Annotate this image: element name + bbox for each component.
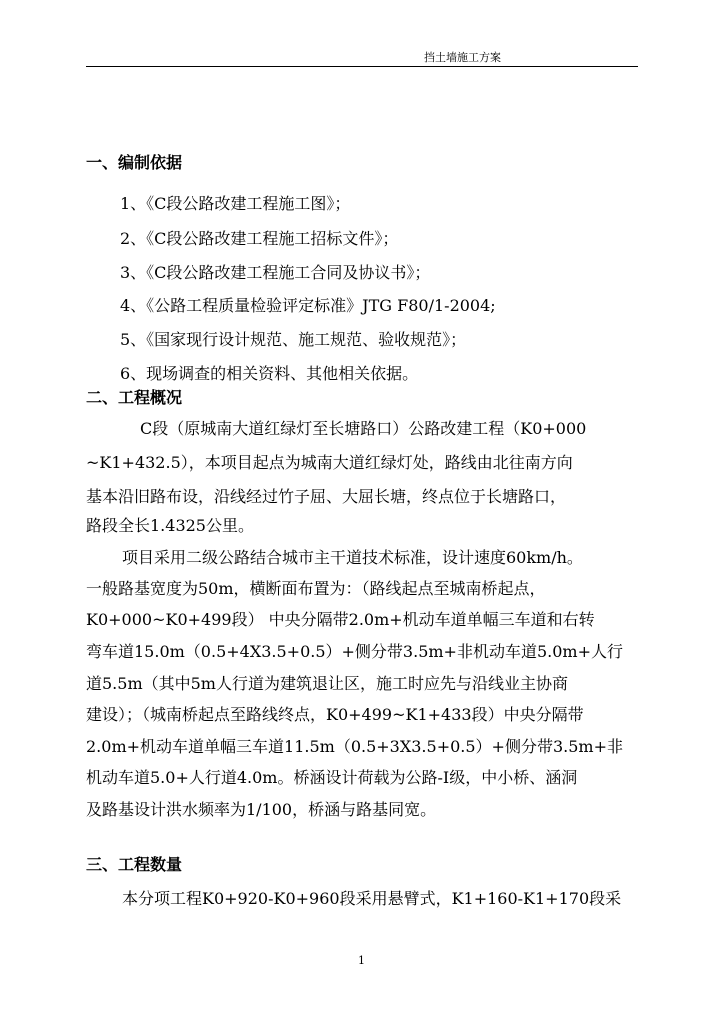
header-title: 挡土墙施工方案: [424, 51, 501, 64]
header-divider: [86, 66, 638, 67]
overview-paragraph-2-line-4: 弯车道15.0m（0.5+4X3.5+0.5）+侧分带3.5m+非机动车道5.0m+人行: [86, 642, 623, 661]
basis-item-1: 1、《C段公路改建工程施工图》；: [120, 194, 351, 213]
overview-paragraph-2-line-9: 及路基设计洪水频率为1/100，桥涵与路基同宽。: [86, 800, 437, 819]
page-number: 1: [358, 954, 365, 967]
overview-paragraph-2-line-3: K0+000~K0+499段） 中央分隔带2.0m+机动车道单幅三车道和右转: [86, 610, 595, 629]
overview-paragraph-1-line-2: ~K1+432.5），本项目起点为城南大道红绿灯处，路线由北往南方向: [86, 453, 573, 472]
overview-paragraph-1-line-1: C段（原城南大道红绿灯至长塘路口）公路改建工程（K0+000: [140, 419, 587, 438]
overview-paragraph-2-line-5: 道5.5m（其中5m人行道为建筑退让区，施工时应先与沿线业主协商: [86, 674, 568, 693]
overview-paragraph-2-line-2: 一般路基宽度为50m，横断面布置为：（路线起点至城南桥起点，: [86, 579, 546, 598]
section-heading-2: 二、工程概况: [86, 388, 183, 407]
quantities-paragraph-line-1: 本分项工程K0+920-K0+960段采用悬臂式，K1+160-K1+170段采: [122, 889, 622, 908]
overview-paragraph-1-line-4: 路段全长1.4325公里。: [86, 516, 254, 535]
basis-item-2: 2、《C段公路改建工程施工招标文件》；: [120, 229, 399, 248]
overview-paragraph-2-line-8: 机动车道5.0+人行道4.0m。桥涵设计荷载为公路-I级，中小桥、涵洞: [86, 768, 578, 787]
section-heading-1: 一、编制依据: [86, 153, 183, 172]
overview-paragraph-2-line-6: 建设）；（城南桥起点至路线终点，K0+499~K1+433段）中央分隔带: [86, 705, 584, 724]
basis-item-4: 4、《公路工程质量检验评定标准》JTG F80/1-2004;: [120, 296, 496, 315]
overview-paragraph-2-line-1: 项目采用二级公路结合城市主干道技术标准，设计速度60km/h。: [122, 548, 583, 567]
section-heading-3: 三、工程数量: [86, 855, 183, 874]
basis-item-3: 3、《C段公路改建工程施工合同及协议书》；: [120, 263, 431, 282]
basis-item-5: 5、《国家现行设计规范、施工规范、验收规范》；: [120, 330, 467, 349]
overview-paragraph-1-line-3: 基本沿旧路布设，沿线经过竹子屈、大屈长塘，终点位于长塘路口，: [86, 487, 567, 506]
basis-item-6: 6、现场调查的相关资料、其他相关依据。: [120, 364, 419, 383]
overview-paragraph-2-line-7: 2.0m+机动车道单幅三车道11.5m（0.5+3X3.5+0.5）+侧分带3.5m+非: [86, 737, 623, 756]
